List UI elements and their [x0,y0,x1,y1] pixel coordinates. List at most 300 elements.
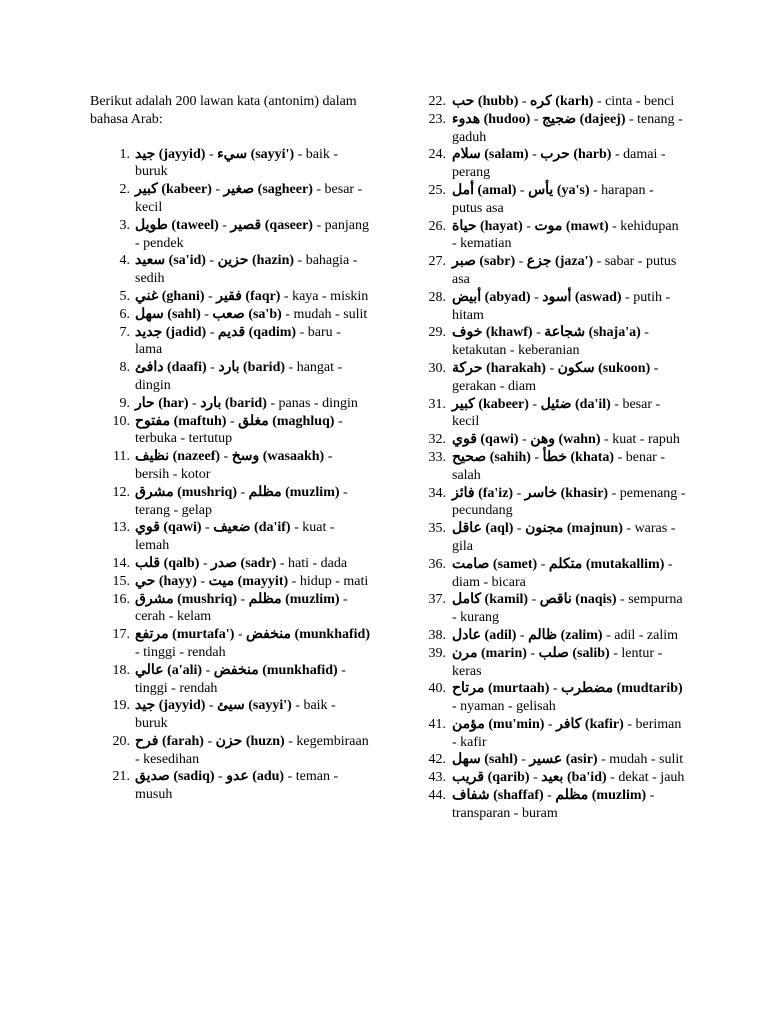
transliteration: (maftuh) [173,413,227,429]
meaning-text: panas - dingin [278,395,358,411]
antonym-transliteration: (barid) [224,395,267,411]
list-item: 5. غني (ghani) - فقير (faqr) - kaya - miskin [90,288,370,306]
arabic-word: حياة [452,218,477,234]
meaning-text: kegembiraan - kesedihan [135,733,369,767]
transliteration: (hayat) [479,218,523,234]
item-number: 1. [119,146,130,162]
arabic-word: دافئ [135,360,164,376]
arabic-word: عاقل [452,521,482,537]
transliteration: (qarib) [487,770,530,786]
item-number: 28. [428,289,446,305]
antonym-transliteration: (wahn) [558,432,601,448]
item-number: 44. [428,788,446,804]
meaning-text: kaya - miskin [292,288,369,304]
meaning-text: terbuka - tertutup [135,431,233,447]
transliteration: (sahl) [484,752,518,768]
item-number: 5. [119,288,130,304]
item-number: 3. [119,217,130,233]
item-number: 22. [428,94,446,109]
transliteration: (aql) [485,521,514,537]
item-number: 20. [112,733,130,749]
meaning-text: panjang - pendek [135,217,369,251]
arabic-word: مفتوح [135,413,171,429]
antonym-transliteration: (wasaakh) [262,449,325,465]
list-item: 37. كامل (kamil) - ناقص (naqis) - sempurna - kurang [406,591,686,627]
item-number: 29. [428,325,446,341]
transliteration: (marin) [481,645,527,661]
meaning-text: teman - musuh [135,769,339,803]
meaning-text: besar - kecil [135,182,363,215]
arabic-word: صامت [452,556,490,572]
arabic-antonym: مغلق [238,413,269,429]
antonym-transliteration: (sayyi') [248,698,292,714]
arabic-word: شفاف [452,788,490,804]
list-item: 20. فرح (farah) - حزن (huzn) - kegembiraan - kesedihan [90,733,370,769]
meaning-text: tinggi - rendah [135,680,218,696]
arabic-word: مرن [452,645,478,661]
list-item: 33. صحيح (sahih) - خطأ (khata) - benar - salah [406,449,686,485]
item-number: 42. [428,752,446,768]
arabic-antonym: يأس [528,182,554,198]
arabic-antonym: صدر [211,555,238,571]
item-number: 25. [428,182,446,198]
meaning-text: cinta - benci [605,94,675,109]
item-number: 19. [112,698,130,714]
arabic-word: أبيض [452,289,482,305]
antonym-transliteration: (munkhafid) [262,662,338,678]
antonym-transliteration: (kafir) [584,716,624,732]
antonym-transliteration: (qadim) [248,324,297,340]
item-number: 36. [428,556,446,572]
item-number: 23. [428,111,446,127]
list-item: 2. كبير (kabeer) - صغير (sagheer) - besar - kecil [90,181,370,217]
list-item: 21. صديق (sadiq) - عدو (adu) - teman - musuh [90,768,370,804]
item-number: 38. [428,627,446,643]
list-item: 16. مشرق (mushriq) - مظلم (muzlim) - cerah - kelam [90,591,370,627]
arabic-word: قلب [135,555,161,571]
meaning-text: dekat - jauh [618,770,685,786]
transliteration: (amal) [477,182,517,198]
transliteration: (nazeef) [172,449,221,465]
antonym-transliteration: (karh) [555,94,594,109]
list-item: 42. سهل (sahl) - عسير (asir) - mudah - sulit [406,751,686,769]
meaning-text: lentur - keras [452,645,663,679]
arabic-antonym: صغير [223,182,255,198]
arabic-antonym: بعيد [541,770,564,786]
item-number: 43. [428,770,446,786]
list-item: 30. حركة (harakah) - سكون (sukoon) - gerakan - diam [406,360,686,396]
transliteration: (hudoo) [483,111,531,127]
meaning-text: mudah - sulit [609,752,684,768]
item-number: 2. [119,182,130,198]
transliteration: (qawi) [480,432,519,448]
arabic-antonym: ضجيج [541,111,577,127]
arabic-word: جيد [135,698,156,714]
item-number: 6. [119,306,130,322]
transliteration: (a'ali) [167,662,203,678]
arabic-word: سعيد [135,253,166,269]
antonym-transliteration: (majnun) [566,521,623,537]
antonym-transliteration: (qaseer) [264,217,313,233]
arabic-word: كامل [452,592,482,608]
arabic-antonym: منخفض [213,662,259,678]
item-number: 10. [112,413,130,429]
transliteration: (sahl) [167,306,201,322]
arabic-word: مشرق [135,484,174,500]
transliteration: (sahih) [489,449,531,465]
item-number: 12. [112,484,130,500]
arabic-word: حب [452,94,475,109]
transliteration: (jadid) [165,324,207,340]
antonym-transliteration: (muzlim) [285,591,340,607]
list-item: 7. جديد (jadid) - قديم (qadim) - baru - lama [90,324,370,360]
item-number: 16. [112,591,130,607]
arabic-word: صبر [452,254,476,270]
list-item: 25. أمل (amal) - يأس (ya's) - harapan - putus asa [406,182,686,218]
antonym-transliteration: (mayyit) [237,573,289,589]
arabic-antonym: موت [534,218,563,234]
antonym-transliteration: (khasir) [560,485,609,501]
transliteration: (samet) [492,556,538,572]
meaning-text: baru - lama [135,324,341,358]
list-item: 12. مشرق (mushriq) - مظلم (muzlim) - terang - gelap [90,484,370,520]
item-number: 15. [112,573,130,589]
arabic-word: جيد [135,146,156,162]
arabic-word: كبير [135,182,158,198]
item-number: 32. [428,432,446,448]
meaning-text: gerakan - diam [452,378,536,394]
list-item: 29. خوف (khawf) - شجاعة (shaja'a) - ketakutan - keberanian [406,324,686,360]
antonym-transliteration: (sagheer) [257,182,313,198]
item-number: 34. [428,485,446,501]
antonym-transliteration: (barid) [243,360,286,376]
antonym-transliteration: (sukoon) [598,360,651,376]
antonym-transliteration: (hazin) [252,253,295,269]
item-number: 26. [428,218,446,234]
antonym-transliteration: (mudtarib) [616,681,683,697]
list-item: 19. جيد (jayyid) - سيئ (sayyi') - baik - buruk [90,697,370,733]
list-item: 38. عادل (adil) - ظالم (zalim) - adil - zalim [406,627,686,645]
item-number: 17. [112,627,130,643]
arabic-antonym: خطأ [542,449,567,465]
antonym-transliteration: (harb) [573,147,612,163]
list-item: 11. نظيف (nazeef) - وسخ (wasaakh) - bersih - kotor [90,448,370,484]
arabic-antonym: ضئيل [540,396,572,412]
list-item: 8. دافئ (daafi) - بارد (barid) - hangat - dingin [90,359,370,395]
list-item: 17. مرتفع (murtafa') - منخفض (munkhafid) - tinggi - rendah [90,626,370,662]
item-number: 7. [119,324,130,340]
meaning-text: tenang - gaduh [452,111,683,145]
transliteration: (jayyid) [158,698,206,714]
arabic-antonym: جزع [526,254,552,270]
arabic-antonym: قصير [230,217,262,233]
arabic-antonym: منخفض [246,627,292,643]
meaning-text: kehidupan - kematian [452,218,679,252]
transliteration: (harakah) [486,360,546,376]
arabic-word: مرتفع [135,627,169,643]
arabic-word: كبير [452,396,475,412]
antonym-transliteration: (naqis) [575,592,617,608]
transliteration: (farah) [161,733,204,749]
list-item: 36. صامت (samet) - متكلم (mutakallim) - diam - bicara [406,556,686,592]
arabic-word: مؤمن [452,716,485,732]
arabic-antonym: كافر [556,716,582,732]
arabic-word: مرتاح [452,681,485,697]
item-number: 41. [428,716,446,732]
transliteration: (murtafa') [172,627,235,643]
meaning-text: kuat - lemah [135,520,335,554]
list-item: 3. طويل (taweel) - قصير (qaseer) - panjang - pendek [90,217,370,253]
antonym-transliteration: (mawt) [565,218,609,234]
transliteration: (ghani) [161,288,205,304]
meaning-text: benar - salah [452,449,665,483]
arabic-antonym: سيء [217,146,248,162]
intro-text: Berikut adalah 200 lawan kata (antonim) dalam bahasa Arab: [90,94,357,127]
antonym-transliteration: (sayyi') [250,146,295,162]
item-number: 14. [112,555,130,571]
arabic-word: حي [135,573,156,589]
antonym-transliteration: (da'if) [254,520,291,536]
arabic-antonym: مجنون [525,521,564,537]
item-number: 18. [112,662,130,678]
arabic-word: سهل [452,752,481,768]
meaning-text: sabar - putus asa [452,254,677,287]
transliteration: (sabr) [479,254,516,270]
arabic-word: نظيف [135,449,170,465]
arabic-word: قوي [135,520,160,536]
arabic-word: حار [135,395,155,411]
list-item: 31. كبير (kabeer) - ضئيل (da'il) - besar - kecil [406,396,686,432]
arabic-antonym: حزين [217,253,249,269]
transliteration: (fa'iz) [478,485,514,501]
meaning-text: diam - bicara [452,574,526,590]
list-item: 9. حار (har) - بارد (barid) - panas - dingin [90,395,370,413]
arabic-antonym: ظالم [528,627,558,643]
transliteration: (mu'min) [488,716,545,732]
list-item: 13. قوي (qawi) - ضعيف (da'if) - kuat - lemah [90,519,370,555]
transliteration: (jayyid) [158,146,206,162]
list-item: 6. سهل (sahl) - صعب (sa'b) - mudah - sulit [90,306,370,324]
item-number: 31. [428,396,446,412]
item-number: 8. [119,360,130,376]
list-item: 43. قريب (qarib) - بعيد (ba'id) - dekat - jauh [406,769,686,787]
meaning-text: sempurna - kurang [452,592,683,626]
meaning-text: besar - kecil [452,396,661,430]
transliteration: (murtaah) [487,681,550,697]
arabic-word: غني [135,288,159,304]
arabic-word: فرح [135,733,159,749]
arabic-word: جديد [135,324,163,340]
antonym-transliteration: (khata) [570,449,615,465]
list-item: 35. عاقل (aql) - مجنون (majnun) - waras - gila [406,520,686,556]
arabic-antonym: عدو [226,769,249,785]
meaning-text: kuat - rapuh [612,432,680,448]
antonym-transliteration: (maghluq) [272,413,335,429]
antonym-transliteration: (sadr) [240,555,277,571]
item-number: 24. [428,147,446,163]
meaning-text: cerah - kelam [135,609,212,625]
list-item: 44. شفاف (shaffaf) - مظلم (muzlim) - transparan - buram [406,787,686,823]
meaning-text: baik - buruk [135,698,336,732]
arabic-word: مشرق [135,591,174,607]
list-item: 26. حياة (hayat) - موت (mawt) - kehidupan - kematian [406,218,686,254]
antonym-transliteration: (ba'id) [566,770,607,786]
antonym-transliteration: (shaja'a) [588,325,641,341]
arabic-word: قريب [452,770,485,786]
list-item: 1. جيد (jayyid) - سيء (sayyi') - baik - buruk [90,146,370,182]
transliteration: (adil) [484,627,517,643]
arabic-antonym: ضعيف [213,520,251,536]
list-item: 4. سعيد (sa'id) - حزين (hazin) - bahagia - sedih [90,252,370,288]
antonym-transliteration: (aswad) [574,289,622,305]
item-number: 11. [113,449,130,465]
arabic-antonym: سكون [557,360,595,376]
arabic-antonym: شجاعة [544,325,586,341]
antonym-transliteration: (faqr) [245,288,281,304]
list-item: 39. مرن (marin) - صلب (salib) - lentur - keras [406,645,686,681]
arabic-word: سلام [452,147,481,163]
transliteration: (daafi) [167,360,207,376]
list-item: 18. عالي (a'ali) - منخفض (munkhafid) - tinggi - rendah [90,662,370,698]
arabic-word: عالي [135,662,164,678]
item-number: 4. [119,253,130,269]
arabic-word: فائز [452,485,475,501]
arabic-antonym: مظلم [248,484,282,500]
meaning-text: hangat - dingin [135,360,343,393]
meaning-text: pemenang - pecundang [452,485,686,519]
arabic-antonym: سيئ [217,698,245,714]
meaning-text: ketakutan - keberanian [452,343,580,359]
list-item: 27. صبر (sabr) - جزع (jaza') - sabar - putus asa [406,253,686,289]
antonym-transliteration: (asir) [565,752,598,768]
meaning-text: harapan - putus asa [452,182,654,216]
transliteration: (qawi) [163,520,202,536]
transliteration: (kabeer) [478,396,529,412]
arabic-word: طويل [135,217,168,233]
meaning-text: putih - hitam [452,289,671,323]
arabic-antonym: متكلم [548,556,583,572]
item-number: 37. [428,592,446,608]
arabic-antonym: كره [530,94,552,109]
list-item: 14. قلب (qalb) - صدر (sadr) - hati - dada [90,555,370,573]
antonym-transliteration: (munkhafid) [294,627,370,643]
item-number: 27. [428,254,446,270]
list-item: 34. فائز (fa'iz) - خاسر (khasir) - pemenang - pecundang [406,485,686,521]
arabic-antonym: بارد [200,395,222,411]
antonym-list-left [90,146,370,804]
transliteration: (salam) [484,147,529,163]
arabic-antonym: صعب [212,306,245,322]
meaning-text: terang - gelap [135,502,212,518]
list-item: 22. حب (hubb) - كره (karh) - cinta - benci [406,93,686,111]
antonym-transliteration: (da'il) [575,396,611,412]
transliteration: (khawf) [485,325,533,341]
transliteration: (hubb) [477,94,519,109]
meaning-text: nyaman - gelisah [460,699,556,715]
transliteration: (taweel) [171,217,219,233]
arabic-antonym: ناقص [539,592,572,608]
list-item: 40. مرتاح (murtaah) - مضطرب (mudtarib) - nyaman - gelisah [406,680,686,716]
arabic-word: أمل [452,182,474,198]
antonym-transliteration: (ya's) [556,182,590,198]
antonym-transliteration: (jaza') [555,254,594,270]
antonym-transliteration: (sa'b) [248,306,282,322]
arabic-word: صحيح [452,449,487,465]
list-item: 32. قوي (qawi) - وهن (wahn) - kuat - rapuh [406,431,686,449]
transliteration: (sa'id) [168,253,206,269]
antonym-transliteration: (adu) [252,769,285,785]
item-number: 30. [428,360,446,376]
list-item: 28. أبيض (abyad) - أسود (aswad) - putih - hitam [406,289,686,325]
meaning-text: waras - gila [452,521,676,554]
item-number: 40. [428,681,446,697]
antonym-transliteration: (muzlim) [285,484,340,500]
item-number: 13. [112,520,130,536]
right-column [406,93,686,823]
meaning-text: baik - buruk [135,146,339,180]
arabic-antonym: بارد [218,360,240,376]
transliteration: (qalb) [163,555,200,571]
arabic-antonym: عسير [529,752,563,768]
transliteration: (mushriq) [177,484,237,500]
antonym-transliteration: (salib) [572,645,610,661]
antonym-transliteration: (muzlim) [591,788,647,804]
transliteration: (mushriq) [177,591,237,607]
transliteration: (abyad) [484,289,531,305]
arabic-word: قوي [452,432,477,448]
arabic-word: خوف [452,325,483,341]
meaning-text: bersih - kotor [135,466,211,482]
arabic-antonym: فقير [216,288,242,304]
arabic-antonym: أسود [542,289,572,305]
transliteration: (hayy) [158,573,197,589]
list-item: 23. هدوء (hudoo) - ضجيج (dajeej) - tenang - gaduh [406,111,686,147]
transliteration: (kabeer) [161,182,212,198]
arabic-antonym: وسخ [231,449,260,465]
arabic-antonym: مظلم [248,591,282,607]
meaning-text: hati - dada [288,555,348,571]
arabic-word: سهل [135,306,164,322]
arabic-antonym: حزن [215,733,243,749]
arabic-antonym: مظلم [555,788,589,804]
arabic-antonym: وهن [530,432,555,448]
item-number: 9. [119,395,130,411]
arabic-word: صديق [135,769,170,785]
meaning-text: tinggi - rendah [143,644,226,660]
antonym-transliteration: (mutakallim) [585,556,665,572]
list-item: 15. حي (hayy) - ميت (mayyit) - hidup - mati [90,573,370,591]
list-item: 10. مفتوح (maftuh) - مغلق (maghluq) - terbuka - tertutup [90,413,370,449]
transliteration: (shaffaf) [493,788,544,804]
arabic-antonym: حرب [540,147,570,163]
meaning-text: beriman - kafir [452,716,682,750]
antonym-transliteration: (huzn) [245,733,285,749]
antonym-list-right [406,93,686,823]
list-item: 41. مؤمن (mu'min) - كافر (kafir) - beriman - kafir [406,716,686,752]
meaning-text: adil - zalim [614,627,679,643]
meaning-text: damai - perang [452,147,666,181]
arabic-antonym: ميت [208,573,235,589]
item-number: 39. [428,645,446,661]
arabic-antonym: خاسر [524,485,558,501]
item-number: 21. [112,769,130,785]
antonym-transliteration: (dajeej) [579,111,626,127]
transliteration: (har) [158,395,189,411]
item-number: 33. [428,449,446,465]
left-column [90,93,370,804]
arabic-antonym: قديم [217,324,246,340]
meaning-text: hidup - mati [299,573,369,589]
